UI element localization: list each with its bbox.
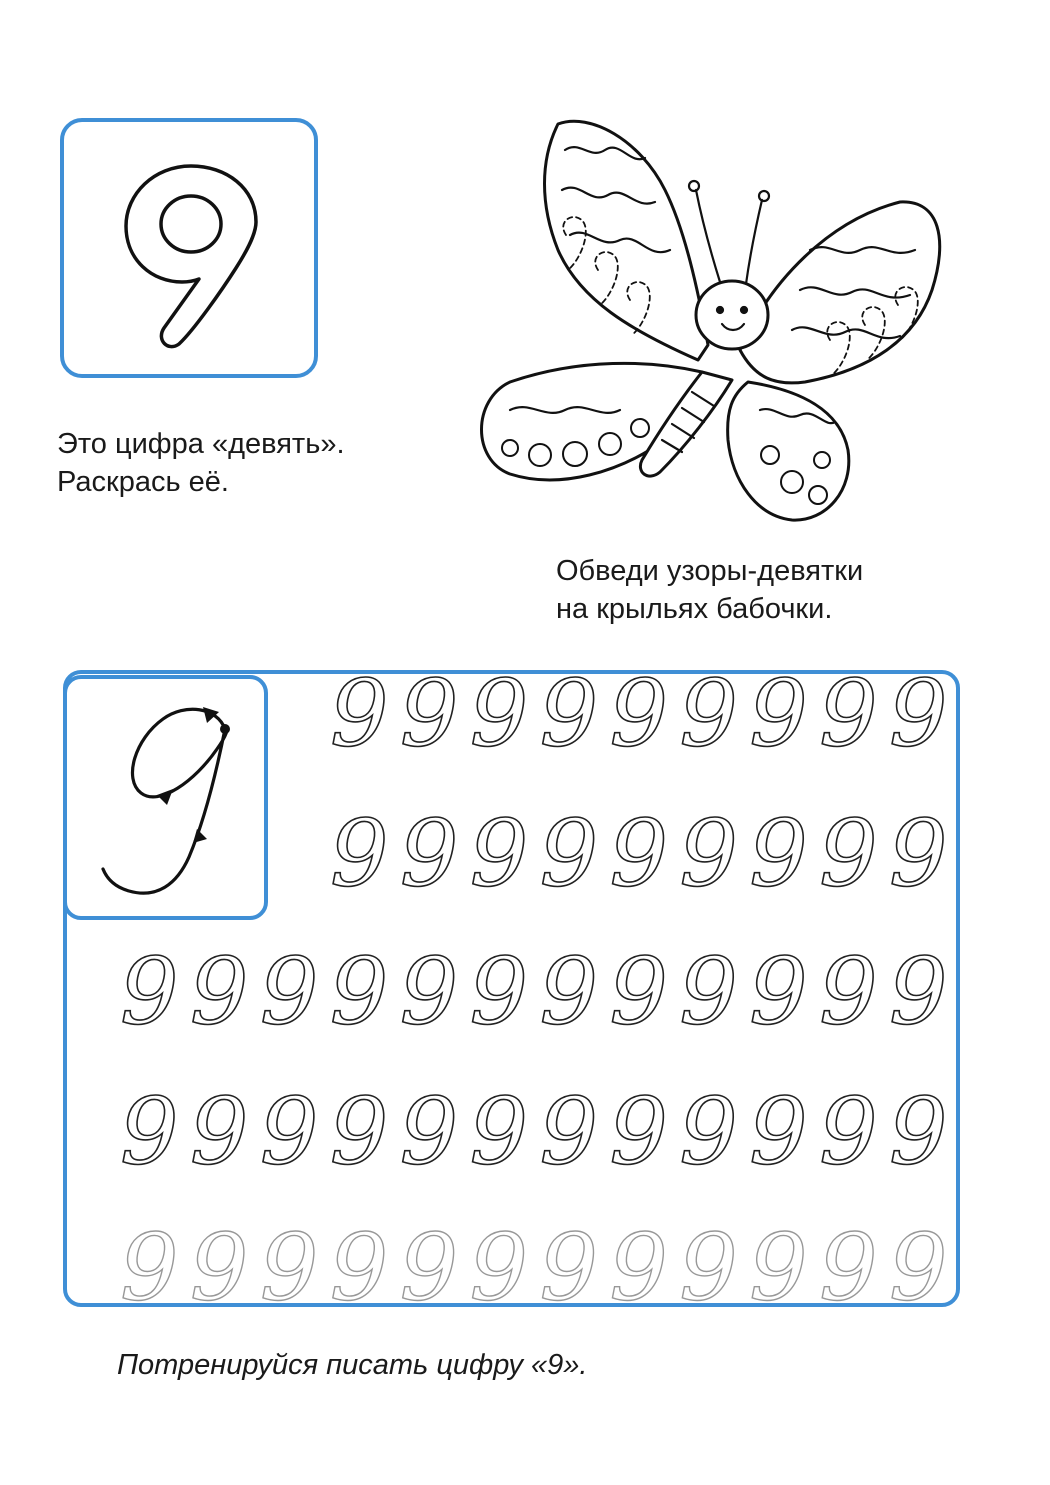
trace-digit: 9 (679, 660, 738, 767)
trace-digit: 9 (679, 1214, 738, 1321)
trace-digit: 9 (609, 1214, 668, 1321)
trace-digit: 9 (819, 660, 878, 767)
trace-digit: 9 (469, 1078, 529, 1185)
trace-digit: 9 (609, 1078, 668, 1185)
color-instruction (57, 425, 345, 501)
trace-digit: 9 (469, 1214, 529, 1321)
trace-digit: 9 (329, 1214, 389, 1321)
trace-row-2 (330, 800, 948, 907)
trace-digit: 9 (329, 938, 389, 1045)
trace-digit: 9 (749, 660, 808, 767)
digit-card (60, 118, 318, 378)
trace-digit: 9 (120, 1214, 179, 1321)
trace-instruction-line-1: Обведи узоры-девятки (556, 555, 864, 587)
trace-digit: 9 (679, 1078, 738, 1185)
color-instruction-line-1: Это цифра «девять». (57, 428, 345, 460)
trace-digit: 9 (609, 800, 669, 907)
trace-digit: 9 (609, 660, 669, 767)
trace-digit: 9 (259, 1214, 319, 1321)
trace-row-1 (330, 660, 948, 767)
trace-digit: 9 (469, 938, 529, 1045)
trace-digit: 9 (329, 1078, 389, 1185)
practice-instruction: Потренируйся писать цифру «9». (117, 1349, 588, 1381)
trace-digit: 9 (819, 938, 878, 1045)
trace-digit: 9 (330, 660, 389, 767)
trace-digit: 9 (539, 660, 599, 767)
trace-digit: 9 (539, 1078, 598, 1185)
trace-digit: 9 (469, 800, 529, 907)
trace-digit: 9 (679, 800, 738, 907)
trace-digit: 9 (120, 938, 179, 1045)
trace-digit: 9 (679, 938, 738, 1045)
trace-digit: 9 (399, 1214, 459, 1321)
trace-digit: 9 (259, 938, 319, 1045)
trace-digit: 9 (889, 800, 948, 907)
trace-digit: 9 (539, 1214, 598, 1321)
trace-digit: 9 (189, 1214, 249, 1321)
trace-digit: 9 (120, 1078, 179, 1185)
trace-digit: 9 (749, 1214, 808, 1321)
trace-row-5 (120, 1214, 948, 1321)
trace-digit: 9 (330, 800, 389, 907)
trace-digit: 9 (189, 1078, 249, 1185)
trace-instruction-line-2: на крыльях бабочки. (556, 593, 833, 625)
trace-digit: 9 (539, 800, 599, 907)
outlined-digit-nine-icon (64, 122, 316, 376)
trace-digit: 9 (888, 1214, 948, 1321)
trace-digit: 9 (399, 660, 459, 767)
trace-digit: 9 (539, 938, 598, 1045)
trace-digit: 9 (399, 800, 459, 907)
trace-digit: 9 (889, 660, 948, 767)
trace-digit: 9 (259, 1078, 319, 1185)
sample-digit-card (63, 675, 268, 920)
trace-digit: 9 (469, 660, 529, 767)
butterfly-illustration (470, 110, 950, 540)
trace-digit: 9 (399, 1078, 459, 1185)
trace-digit: 9 (189, 938, 249, 1045)
handwritten-nine-with-arrows-icon (67, 679, 266, 918)
trace-digit: 9 (819, 1078, 878, 1185)
trace-digit: 9 (749, 938, 808, 1045)
trace-row-4 (120, 1078, 948, 1185)
trace-digit: 9 (819, 800, 878, 907)
trace-digit: 9 (888, 1078, 948, 1185)
trace-digit: 9 (749, 800, 808, 907)
trace-digit: 9 (399, 938, 459, 1045)
trace-row-3 (120, 938, 948, 1045)
butterfly-coloring-icon (470, 110, 950, 540)
trace-instruction (556, 552, 863, 628)
color-instruction-line-2: Раскрась её. (57, 466, 229, 498)
trace-digit: 9 (609, 938, 668, 1045)
trace-digit: 9 (749, 1078, 808, 1185)
trace-digit: 9 (819, 1214, 878, 1321)
trace-digit: 9 (888, 938, 948, 1045)
